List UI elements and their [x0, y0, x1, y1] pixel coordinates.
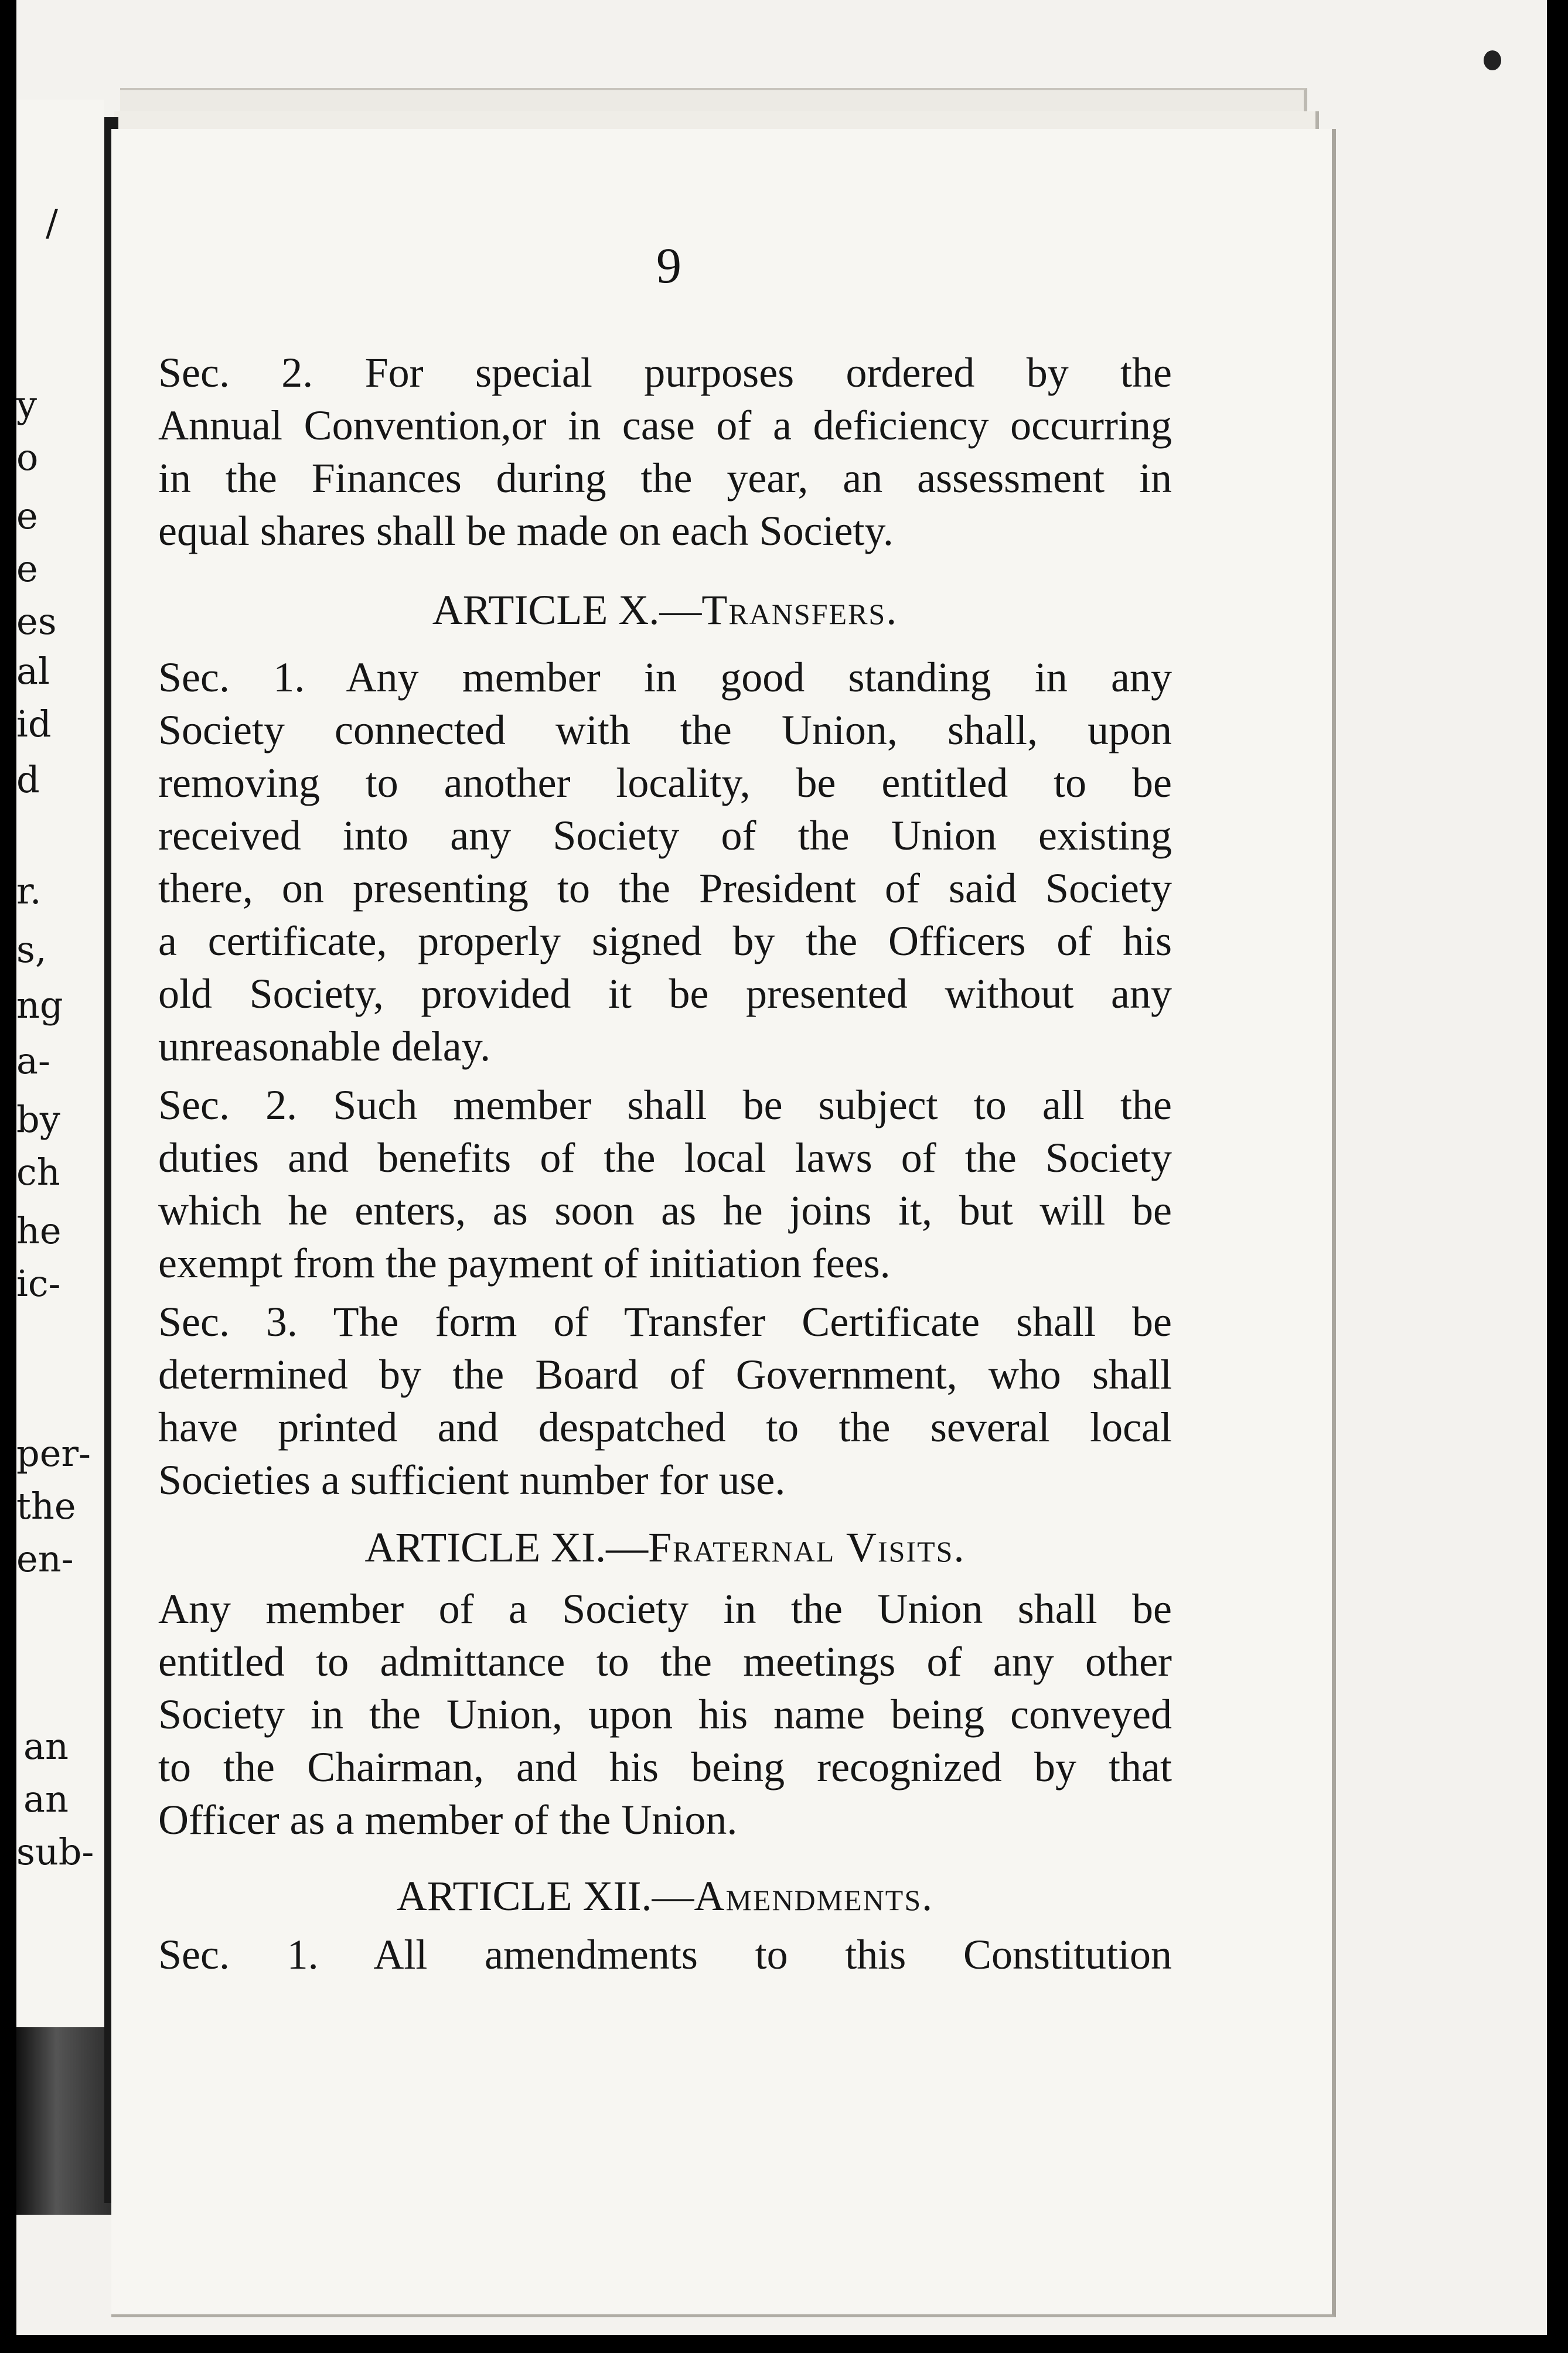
page-number: 9 [656, 237, 681, 294]
text-line: in the Finances during the year, an assessment in [158, 455, 1172, 502]
previous-page-text-fragment: en- [16, 1537, 74, 1580]
scan-right-border [1547, 0, 1568, 2353]
text-line: a certificate, properly signed by the Officers of his [158, 918, 1172, 964]
previous-page-text-fragment: e [16, 547, 38, 590]
article-heading [158, 586, 1172, 633]
article-heading-title: Fraternal Visits. [648, 1524, 966, 1571]
previous-page-text-fragment: he [16, 1209, 62, 1252]
text-line: equal shares shall be made on each Society. [158, 507, 894, 554]
previous-page-text-fragment: ch [16, 1151, 60, 1193]
text-line: Any member of a Society in the Union shall be [158, 1585, 1172, 1632]
binding-shadow [16, 2027, 116, 2215]
text-line: received into any Society of the Union existing [158, 812, 1172, 859]
previous-page-text-fragment: es [16, 600, 57, 643]
article-heading-title: Transfers. [701, 586, 898, 633]
previous-page-text-fragment: a- [16, 1039, 50, 1082]
text-line: Sec. 3. The form of Transfer Certificate shall be [158, 1298, 1172, 1345]
text-line: Societies a sufficient number for use. [158, 1457, 786, 1503]
text-line: exempt from the payment of initiation fees. [158, 1240, 891, 1287]
text-line: Sec. 2. For special purposes ordered by the [158, 349, 1172, 396]
text-line: unreasonable delay. [158, 1023, 491, 1070]
text-line: entitled to admittance to the meetings of any other [158, 1638, 1172, 1685]
previous-page-text-fragment: by [16, 1098, 60, 1141]
text-line: to the Chairman, and his being recognized by that [158, 1744, 1172, 1791]
text-line: Sec. 1. Any member in good standing in any [158, 654, 1172, 701]
text-line: Sec. 1. All amendments to this Constitution [158, 1931, 1172, 1978]
text-line: removing to another locality, be entitled to be [158, 759, 1172, 806]
text-line: there, on presenting to the President of said Society [158, 865, 1172, 912]
text-line: have printed and despatched to the several local [158, 1404, 1172, 1451]
text-line: Officer as a member of the Union. [158, 1796, 738, 1843]
text-line: Annual Convention,or in case of a deficiency occurring [158, 402, 1172, 449]
article-heading [158, 1875, 1172, 1917]
previous-page-text-fragment: id [16, 703, 52, 745]
article-heading-number: ARTICLE XI.— [364, 1524, 649, 1571]
previous-page-text-fragment: d [16, 758, 40, 801]
previous-page-text-fragment: ic- [16, 1262, 61, 1305]
previous-page-text-fragment: / [46, 202, 58, 244]
text-line: which he enters, as soon as he joins it, but will be [158, 1187, 1172, 1234]
previous-page-text-fragment: y [16, 383, 38, 426]
previous-page-text-fragment: e [16, 495, 38, 537]
article-heading-number: ARTICLE X.— [432, 586, 702, 633]
previous-page-text-fragment: s, [16, 928, 47, 971]
scan-speck [1484, 50, 1501, 70]
previous-page-text-fragment: r. [16, 869, 42, 912]
scan-bottom-border [0, 2335, 1568, 2353]
scan-left-border [0, 0, 16, 2353]
previous-page-text-fragment: an [23, 1725, 69, 1768]
previous-page-text-fragment: per- [16, 1432, 91, 1475]
previous-page-text-fragment: sub- [16, 1830, 94, 1873]
previous-page-text-fragment: the [16, 1485, 76, 1527]
previous-page-text-fragment: o [16, 436, 39, 479]
article-heading-number: ARTICLE XII.— [396, 1873, 694, 1919]
text-line: determined by the Board of Government, who shall [158, 1351, 1172, 1398]
previous-page-text-fragment: al [16, 650, 50, 693]
text-line: Society connected with the Union, shall, upon [158, 707, 1172, 753]
text-line: Society in the Union, upon his name being conveyed [158, 1691, 1172, 1738]
article-heading-title: Amendments. [694, 1873, 934, 1919]
text-line: old Society, provided it be presented without any [158, 970, 1172, 1017]
article-heading [158, 1524, 1172, 1571]
previous-page-text-fragment: ng [16, 984, 63, 1027]
text-line: Sec. 2. Such member shall be subject to all the [158, 1082, 1172, 1128]
text-line: duties and benefits of the local laws of the Society [158, 1134, 1172, 1181]
previous-page-text-fragment: an [23, 1778, 69, 1820]
